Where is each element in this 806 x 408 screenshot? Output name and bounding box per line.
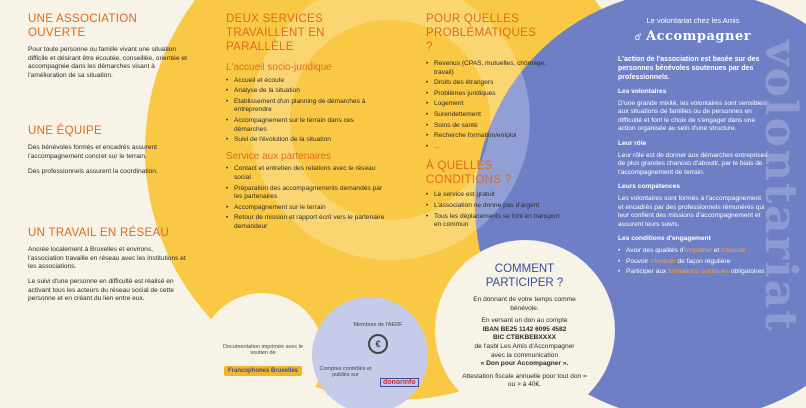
list-item: • Tous les déplacements se font en transport en commun — [426, 213, 561, 230]
participer-block — [462, 262, 587, 390]
text-intro: L'action de l'association est basée sur des personnes bénévoles soutenues par des professionnels. — [618, 56, 760, 81]
subtitle-accueil: L'accueil socio-juridique — [226, 62, 332, 73]
title-volontaires: Les volontaires — [618, 88, 667, 95]
text-equipe-2: Des professionnels assurent la coordination. — [28, 167, 158, 175]
list-item: • Pouvoir s'investir de façon régulière — [618, 258, 768, 267]
list-item: • Contact et entretien des relations avec le réseau social — [226, 165, 386, 182]
comptes-block — [318, 366, 373, 378]
text-equipe-1: Des bénévoles formés et encadrés assurent l'accompagnement concret sur le terrain. — [28, 144, 158, 160]
list-item: • Etablissement d'un planning de démarches à entreprendre — [226, 98, 386, 115]
text-competences: Les volontaires sont formés à l'accompagnement et encadrés par des professionnels rémunérés qui leur confient des missions d'accompagnement et assurent leurs suivis. — [618, 194, 765, 228]
text-asbl: de l'asbl Les Amis d'Accompagner — [474, 342, 575, 350]
list-item: • Avoir des qualités d'empathie et d'écoute — [618, 247, 768, 256]
logo-donorinfo: donorinfo — [380, 378, 419, 387]
title-competences: Leurs compétences — [618, 183, 680, 191]
list-item: • Retour de mission et rapport écrit vers le partenaire demandeur — [226, 214, 386, 231]
text-don-communication: « Don pour Accompagner ». — [480, 360, 569, 368]
list-item: • Revenus (CPAS, mutuelles, chômage, travail) — [426, 60, 561, 77]
title-deux-services: DEUX SERVICES TRAVAILLENT EN PARALLÈLE — [226, 13, 325, 53]
title-problematiques: POUR QUELLES PROBLÉMATIQUES ? — [426, 13, 537, 53]
list-item: • Droits des étrangers — [426, 79, 561, 88]
list-item: • Participer aux formations continues obligatoires — [618, 268, 768, 277]
text-don: En versant un don au compte — [481, 317, 568, 325]
header-brand-line — [618, 27, 768, 45]
list-item: • Le service est gratuit — [426, 191, 561, 200]
list-conditions — [426, 191, 561, 229]
aerf-block — [338, 322, 418, 354]
list-item: • Préparation des accompagnements demandés par les partenaires — [226, 185, 386, 202]
title-equipe: UNE ÉQUIPE — [28, 125, 102, 138]
list-item: • Accompagnement sur le terrain — [226, 204, 386, 213]
header-volontariat: Le volontariat chez les Amis — [646, 16, 740, 25]
list-item: • Suivi de l'évolution de la situation — [226, 136, 386, 145]
text-association-ouverte: Pour toute personne ou famille vivant une situation difficile et désirant être écoutée, conseillée, orientée et accompagnée dans les démarches visant à l'amélioration de sa situation. — [28, 46, 187, 79]
list-item: • Logement — [426, 100, 561, 109]
subtitle-partenaires: Service aux partenaires — [226, 150, 332, 162]
title-participer: COMMENT PARTICIPER ? — [485, 263, 564, 289]
text-aerf: Membres de l'AERF — [353, 322, 403, 328]
text-benevole: En donnant de votre temps comme bénévole. — [473, 296, 576, 312]
list-item: • Analyse de la situation — [226, 87, 386, 96]
title-reseau: UN TRAVAIL EN RÉSEAU — [28, 227, 170, 240]
list-item: • Recherche formation/emploi — [426, 132, 561, 141]
text-bic: BIC CTBKBEBXXXX — [492, 334, 556, 342]
text-iban: IBAN BE25 1142 6095 4582 — [482, 325, 567, 333]
aerf-logo-icon: € — [368, 334, 388, 354]
list-item: • Accompagnement sur le terrain dans ces démarches — [226, 117, 386, 134]
brand-accompagner: Accompagner — [646, 29, 752, 44]
list-item: • Problèmes juridiques — [426, 90, 561, 99]
title-conditions-engagement: Les conditions d'engagement — [618, 235, 711, 243]
list-partenaires — [226, 165, 386, 231]
logo-francophones: Francophones Bruxelles — [224, 366, 302, 376]
list-item: • L'association ne donne pas d'argent — [426, 202, 561, 211]
list-problematiques — [426, 60, 561, 151]
text-doc-support: Documentation imprimée avec le soutien de — [222, 344, 304, 356]
doc-support-block — [218, 344, 308, 376]
column-association — [28, 12, 188, 310]
list-item: • Surendettement — [426, 111, 561, 120]
list-item: • Accueil et écoute — [226, 77, 386, 86]
column-services — [226, 12, 386, 234]
column-problematiques — [426, 12, 561, 232]
header-d: d' — [634, 32, 642, 42]
title-conditions: À QUELLES CONDITIONS ? — [426, 160, 512, 187]
text-role: Leur rôle est de donner aux démarches entreprises de plus grandes chances d'aboutir, par le biais de l'accompagnement de terrain. — [618, 151, 768, 176]
text-communication: avec la communication — [490, 351, 559, 359]
title-association-ouverte: UNE ASSOCIATION OUVERTE — [28, 13, 138, 39]
text-volontaires: D'une grande mixité, les volontaires sont sensibles aux situations de familles ou de personnes en difficulté et font le choix de s'engager dans une action organisée au sein d'une structure. — [618, 99, 766, 133]
vertical-watermark-text: volontariat — [755, 40, 806, 333]
column-volontariat — [618, 16, 768, 279]
text-reseau-2: Le suivi d'une personne en difficulté est réalisé en activant tous les acteurs du réseau social de cette personne et en créant du lien entre eux. — [28, 277, 174, 303]
list-item: • Soins de santé — [426, 122, 561, 131]
title-role: Leur rôle — [618, 139, 647, 147]
list-conditions-engagement — [618, 247, 768, 277]
text-attestation: Attestation fiscale annuelle pour tout don = ou > à 40€. — [462, 372, 587, 389]
text-reseau-1: Ancrée localement à Bruxelles et environs, l'association travaille en réseau avec les institutions et les associations. — [28, 246, 186, 271]
list-accueil — [226, 77, 386, 145]
text-comptes: Comptes contrôlés et publiés sur — [319, 366, 372, 378]
list-item: • ... — [426, 143, 561, 152]
